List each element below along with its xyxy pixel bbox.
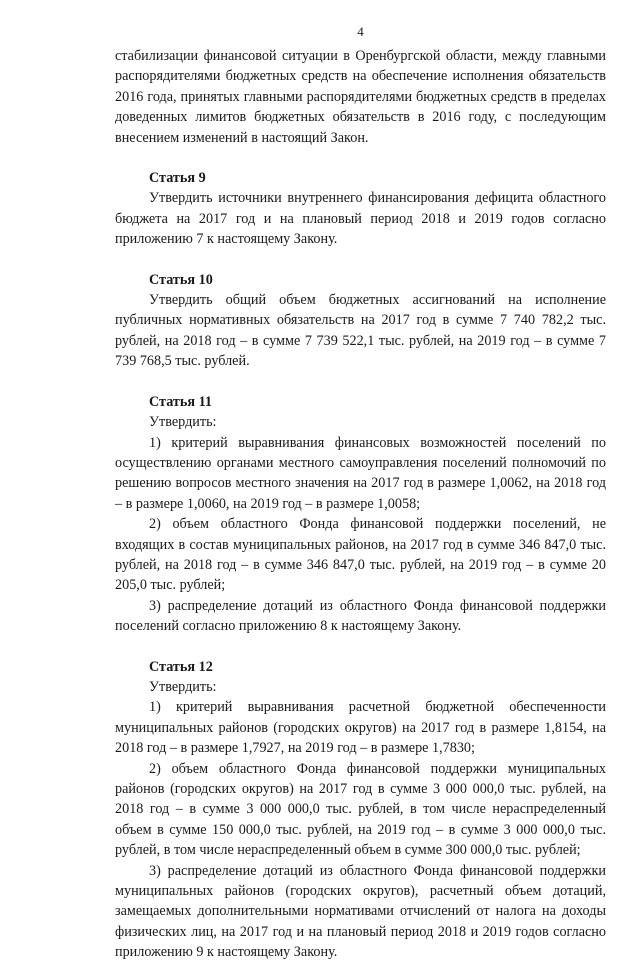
article-paragraph: Утвердить источники внутреннего финансирования дефицита областного бюджета на 2017 год и на плановый период 2018 и 2019 годов согласно приложению 7 к настоящему Закону. <box>115 190 606 248</box>
article-paragraph: Утвердить: <box>149 678 217 695</box>
article-11 <box>115 392 606 637</box>
article-9 <box>115 168 606 250</box>
article-10 <box>115 270 606 372</box>
article-paragraph: Утвердить общий объем бюджетных ассигнований на исполнение публичных нормативных обязательств на 2017 год в сумме 7 740 782,2 тыс. рублей, на 2018 год – в сумме 7 739 522,1 тыс. рублей, на 2019 год – в сумме 7 739 768,5 тыс. рублей. <box>115 292 606 370</box>
article-12 <box>115 657 606 963</box>
article-paragraph: 1) критерий выравнивания финансовых возможностей поселений по осуществлению органами местного самоуправления поселений полномочий по решению вопросов местного значения на 2017 год в размере 1,0062, на 2018 год – в размере 1,0060, на 2019 год – в размере 1,0058; <box>115 434 606 512</box>
article-paragraph: 2) объем областного Фонда финансовой поддержки муниципальных районов (городских округов) на 2017 год в сумме 3 000 000,0 тыс. рублей, на 2018 год – в сумме 3 000 000,0 тыс. рублей, в том числе нераспределенный объем в сумме 150 000,0 тыс. рублей, на 2019 год – в сумме 3 000 000,0 тыс. рублей, в том числе нераспределенный объем в сумме 300 000,0 тыс. рублей; <box>115 760 606 859</box>
intro-paragraph: стабилизации финансовой ситуации в Оренбургской области, между главными распорядителями бюджетных средств на обеспечение исполнения обязательств 2016 года, принятых главными распорядителями бюджетных средств в пределах доведенных лимитов бюджетных обязательств в 2016 году, с последующим внесением изменений в настоящий Закон. <box>115 48 606 146</box>
article-heading: Статья 10 <box>149 271 213 288</box>
article-heading: Статья 9 <box>149 170 206 187</box>
article-paragraph: 3) распределение дотаций из областного Фонда финансовой поддержки муниципальных районов (городских округов), расчетный объем дотаций, замещаемых дополнительными нормативами отчислений от налога на доходы физических лиц, на 2017 год и на плановый период 2018 и 2019 годов согласно приложению 9 к настоящему Закону. <box>115 862 606 961</box>
article-heading: Статья 11 <box>149 393 213 410</box>
page-number: 4 <box>357 24 364 39</box>
article-heading: Статья 12 <box>149 658 213 675</box>
article-paragraph: 3) распределение дотаций из областного Фонда финансовой поддержки поселений согласно приложению 8 к настоящему Закону. <box>115 597 606 635</box>
article-paragraph: 2) объем областного Фонда финансовой поддержки поселений, не входящих в состав муниципальных районов, на 2017 год в сумме 346 847,0 тыс. рублей, на 2018 год – в сумме 346 847,0 тыс. рублей, на 2019 год – в сумме 20 205,0 тыс. рублей; <box>115 516 606 594</box>
article-paragraph: Утвердить: <box>149 414 217 431</box>
article-paragraph: 1) критерий выравнивания расчетной бюджетной обеспеченности муниципальных районов (городских округов) на 2017 год в размере 1,8154, на 2018 год – в размере 1,7927, на 2019 год – в размере 1,7830; <box>115 699 606 757</box>
